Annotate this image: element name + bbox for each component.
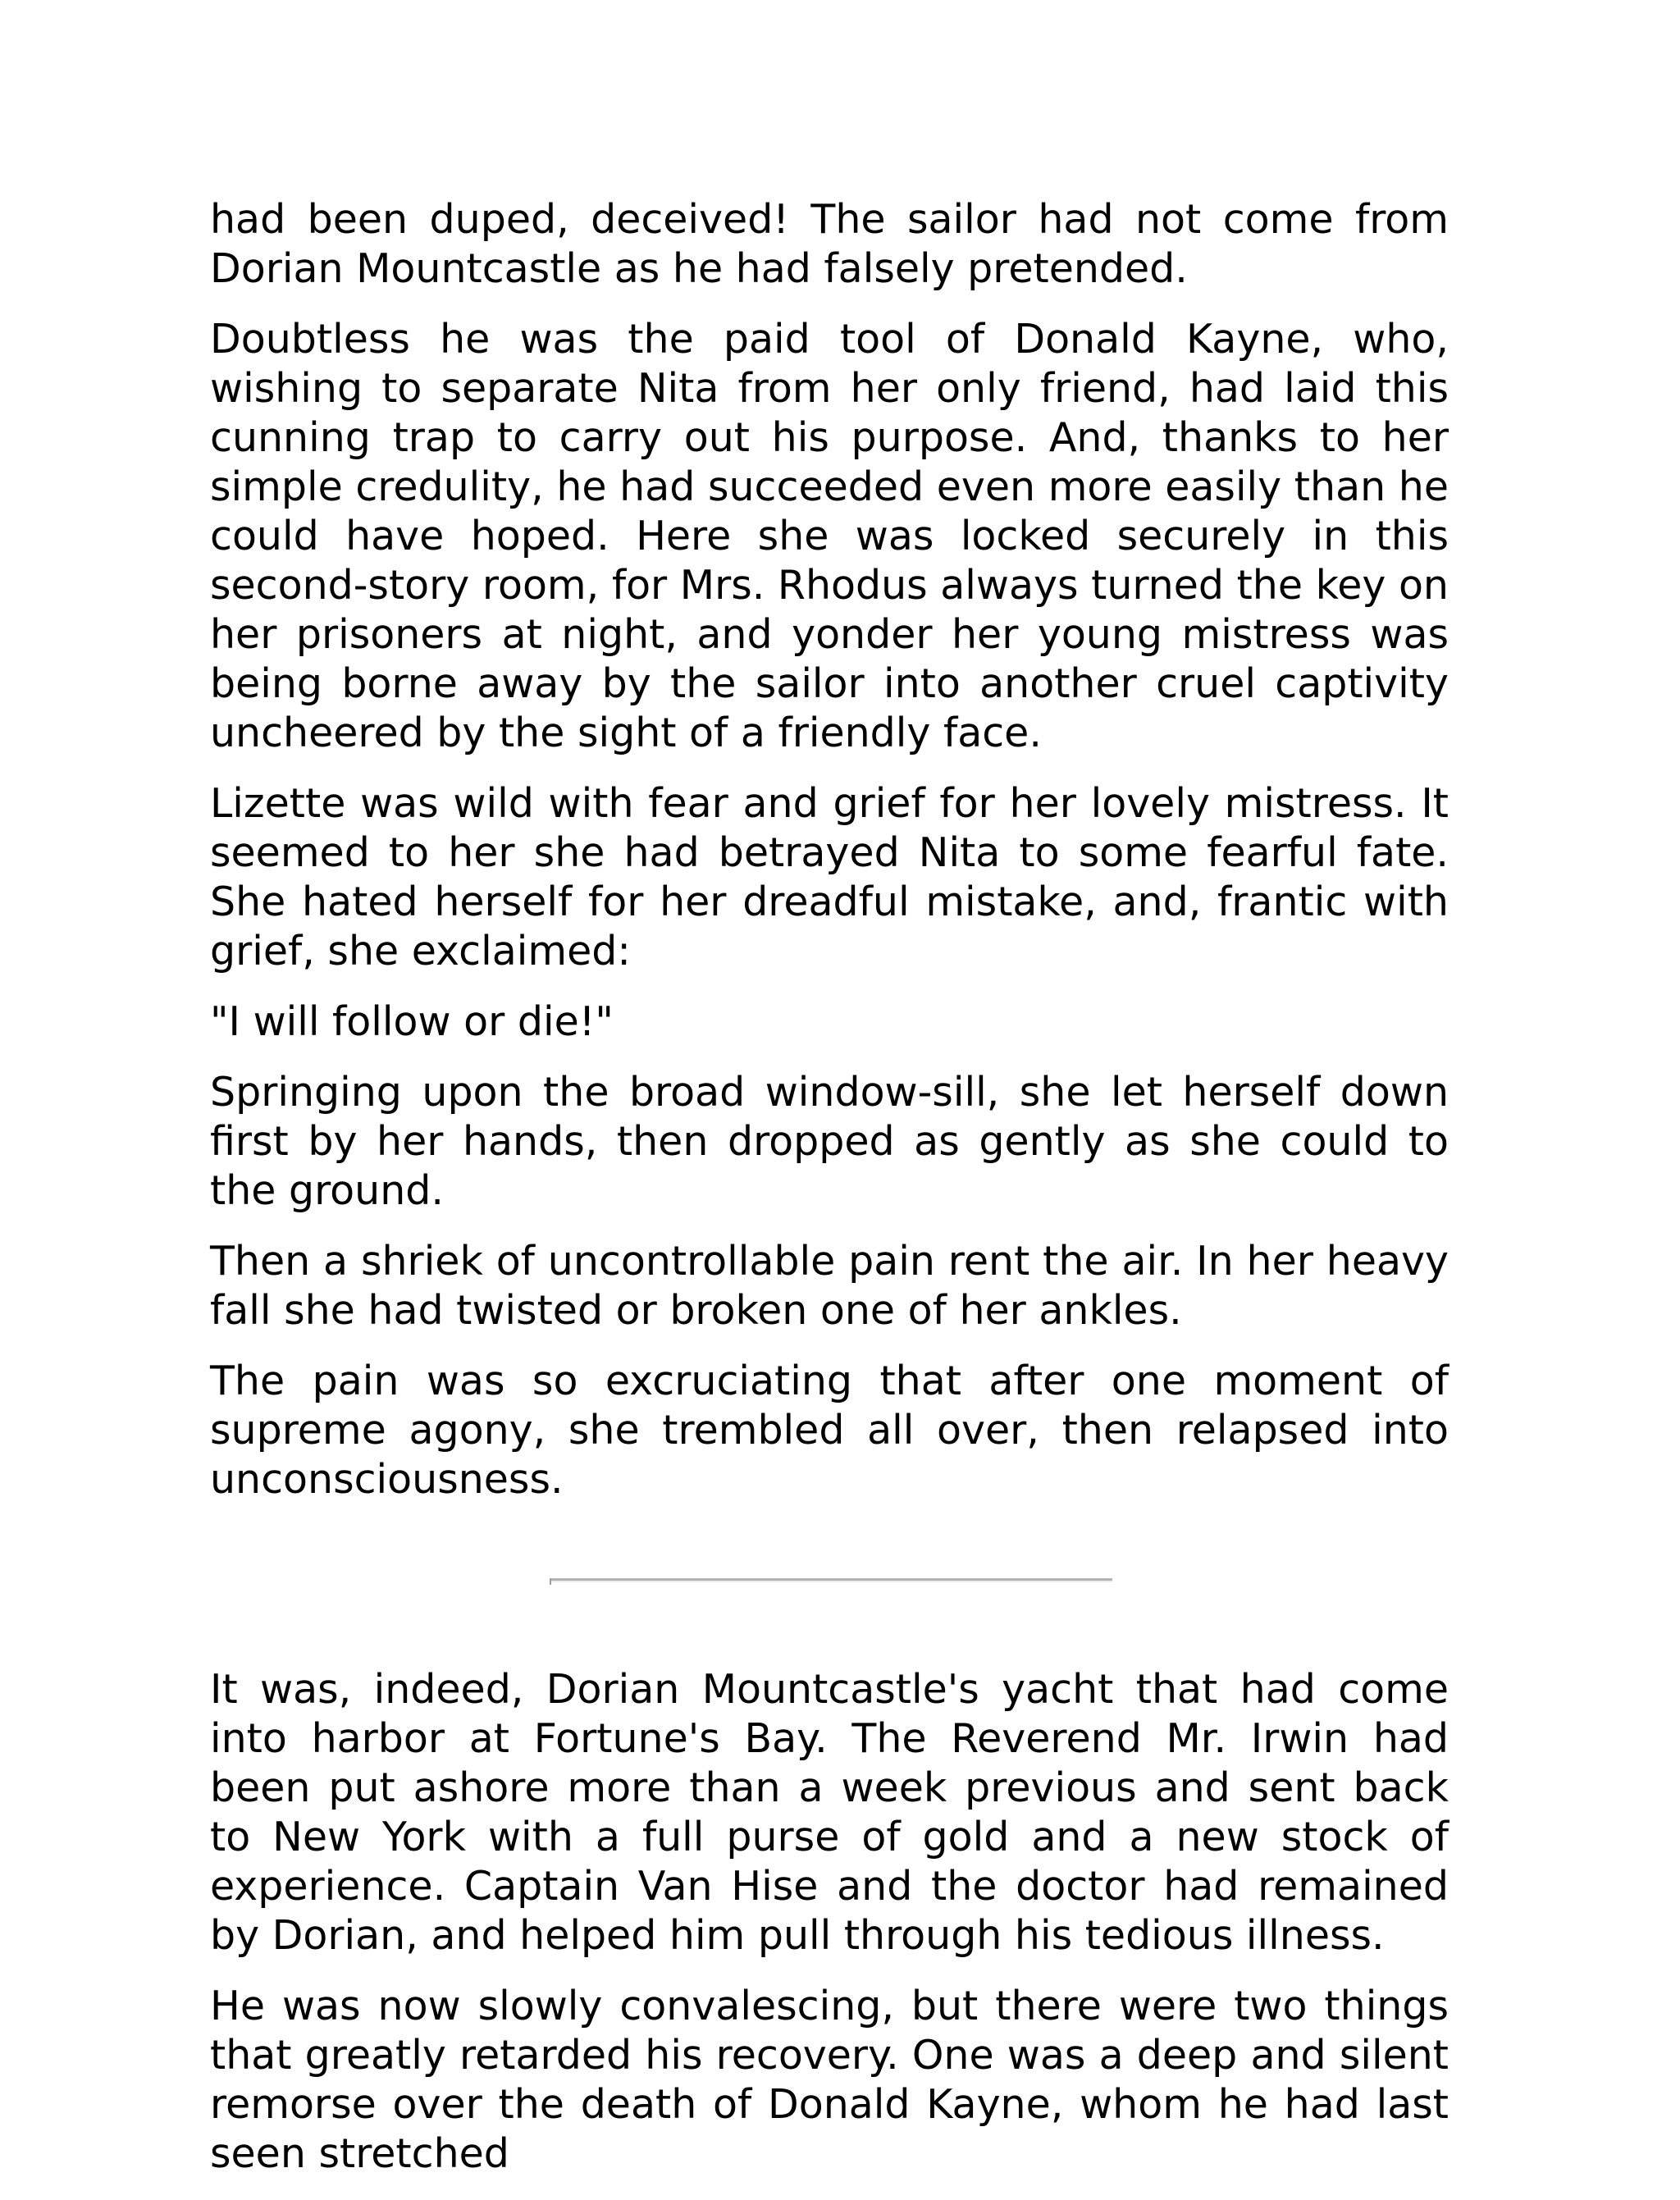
- paragraph-9: He was now slowly convalescing, but there were two things that greatly retarded his recovery. One was a deep and silent remorse over the death of Donald Kayne, whom he had last seen stretched: [210, 1983, 1449, 2177]
- paragraph-6: Then a shriek of uncontrollable pain rent the air. In her heavy fall she had twisted or broken one of her ankles.: [210, 1238, 1449, 1334]
- paragraph-7: The pain was so excruciating that after one moment of supreme agony, she trembled all over, then relapsed into unconsciousness.: [210, 1358, 1449, 1503]
- horizontal-rule: [550, 1578, 1112, 1582]
- page-text: [210, 195, 1449, 2200]
- paragraph-5: Springing upon the broad window-sill, she let herself down first by her hands, then dropped as gently as she could to the ground.: [210, 1069, 1449, 1214]
- paragraph-8: It was, indeed, Dorian Mountcastle's yacht that had come into harbor at Fortune's Bay. The Reverend Mr. Irwin had been put ashore more than a week previous and sent back to New York with a full purse of gold and a new stock of experience. Captain Van Hise and the doctor had remained by Dorian, and helped him pull through his tedious illness.: [210, 1666, 1449, 1959]
- paragraph-1: had been duped, deceived! The sailor had not come from Dorian Mountcastle as he had falsely pretended.: [210, 196, 1449, 292]
- section-before-break: [210, 195, 1449, 1504]
- paragraph-3: Lizette was wild with fear and grief for her lovely mistress. It seemed to her she had betrayed Nita to some fearful fate. She hated herself for her dreadful mistake, and, frantic with grief, she exclaimed:: [210, 780, 1449, 974]
- section-after-break: [210, 1665, 1449, 2179]
- paragraph-2: Doubtless he was the paid tool of Donald Kayne, who, wishing to separate Nita from her only friend, had laid this cunning trap to carry out his purpose. And, thanks to her simple credulity, he had succeeded even more easily than he could have hoped. Here she was locked securely in this second-story room, for Mrs. Rhodus always turned the key on her prisoners at night, and yonder her young mistress was being borne away by the sailor into another cruel captivity uncheered by the sight of a friendly face.: [210, 316, 1449, 756]
- section-break: [210, 1526, 1449, 1641]
- paragraph-4: "I will follow or die!": [210, 998, 614, 1045]
